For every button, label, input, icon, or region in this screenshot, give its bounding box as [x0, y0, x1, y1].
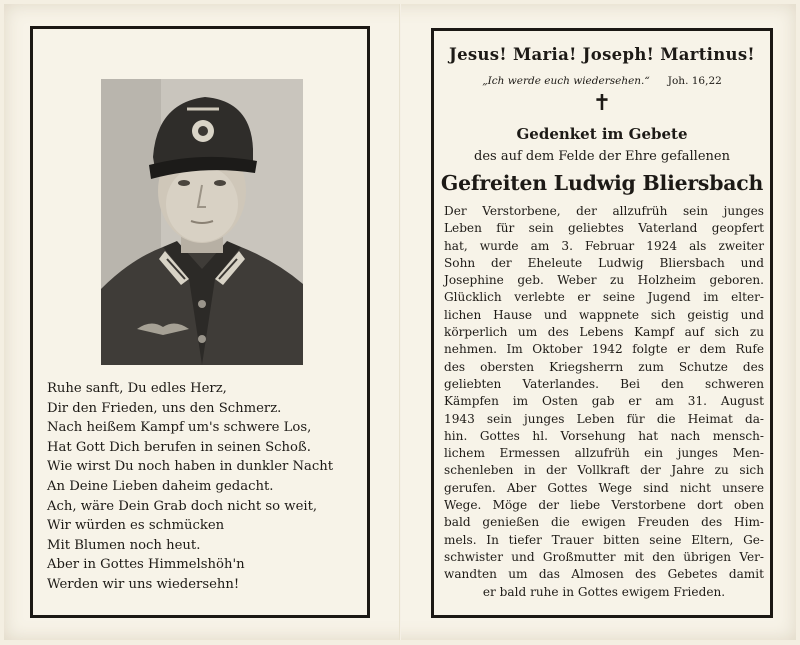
quote-text: „Ich werde euch wiedersehen.“ [482, 75, 650, 87]
obituary-line: bald genießen die ewigen Freuden des Him- [444, 515, 764, 530]
remember-heading: Gedenket im Gebete [516, 125, 688, 143]
quote-reference: Joh. 16,22 [667, 75, 722, 87]
obituary-line: schwister und Großmutter mit den übrigen Ver- [444, 549, 764, 564]
obituary-line: lichen Hause und wappnete sich geistig und [444, 307, 764, 322]
obituary-line: Sohn der Eheleute Ludwig Bliersbach und [444, 255, 764, 270]
obituary-line: Glücklich verlebte er seine Jugend im elter- [444, 290, 764, 305]
soldier-portrait-photo [101, 79, 303, 365]
invocation-heading: Jesus! Maria! Joseph! Martinus! [449, 45, 755, 64]
obituary-line: Der Verstorbene, der allzufrüh sein junges [444, 204, 764, 218]
obituary-line: hat, wurde am 3. Februar 1924 als zweiter [444, 238, 764, 253]
poem-line: Ruhe sanft, Du edles Herz, [47, 381, 227, 396]
portrait-illustration [101, 79, 303, 365]
poem-line: Hat Gott Dich berufen in seinen Schoß. [47, 439, 311, 455]
poem-line: Aber in Gottes Himmelshöh'n [47, 557, 245, 573]
obituary-line: er bald ruhe in Gottes ewigem Frieden. [482, 584, 726, 599]
obituary-line: lichem Ermessen allzufrüh ein junges Men- [444, 446, 764, 461]
obituary-line: des obersten Kriegsherrn zum Schutze des [444, 359, 764, 374]
poem-line: Mit Blumen noch heut. [47, 537, 201, 553]
obituary-line: 1943 sein junges Leben für die Heimat da- [444, 411, 764, 426]
poem-line: Wir würden es schmücken [47, 518, 225, 534]
obituary-line: schenleben in der Vollkraft der Jahre zu sich [444, 463, 764, 478]
right-panel [431, 28, 773, 618]
obituary-line: mels. In tiefer Trauer bitten seine Eltern, Ge- [444, 532, 764, 547]
memorial-poem [47, 379, 357, 595]
left-panel [30, 26, 370, 618]
obituary-line: Leben für sein geliebtes Vaterland geopfert [444, 221, 764, 236]
obituary-line: Josephine geb. Weber zu Holzheim geboren. [444, 273, 764, 288]
poem-line: An Deine Lieben daheim gedacht. [47, 478, 274, 494]
deceased-name: Gefreiten Ludwig Bliersbach [440, 171, 764, 195]
obituary-line: Kämpfen im Osten gab er am 31. August [444, 394, 764, 409]
cross-icon: ✝ [592, 91, 612, 116]
bible-quote [440, 75, 764, 87]
obituary-line: wandten um das Almosen des Gebetes damit [444, 567, 764, 582]
obituary-text [444, 203, 764, 601]
obituary-line: geliebten Vaterlandes. Bei den schweren [444, 376, 764, 391]
poem-line: Werden wir uns wiedersehn! [47, 576, 240, 592]
obituary-line: Wege. Möge der liebe Verstorbene dort oben [444, 498, 764, 513]
obituary-line: hin. Gottes hl. Vorsehung hat nach mensch- [444, 428, 764, 443]
obituary-line: nehmen. Im Oktober 1942 folgte er dem Rufe [444, 342, 764, 357]
obituary-line: gerufen. Aber Gottes Wege sind nicht unsere [444, 480, 764, 495]
fallen-subheading: des auf dem Felde der Ehre gefallenen [474, 149, 730, 164]
poem-line: Nach heißem Kampf um's schwere Los, [47, 420, 312, 436]
obituary-line: körperlich um des Lebens Kampf auf sich zu [444, 325, 764, 340]
poem-line: Wie wirst Du noch haben in dunkler Nacht [47, 459, 334, 475]
poem-line: Ach, wäre Dein Grab doch nicht so weit, [47, 498, 318, 514]
card-fold [399, 4, 401, 640]
poem-line: Dir den Frieden, uns den Schmerz. [47, 400, 282, 416]
